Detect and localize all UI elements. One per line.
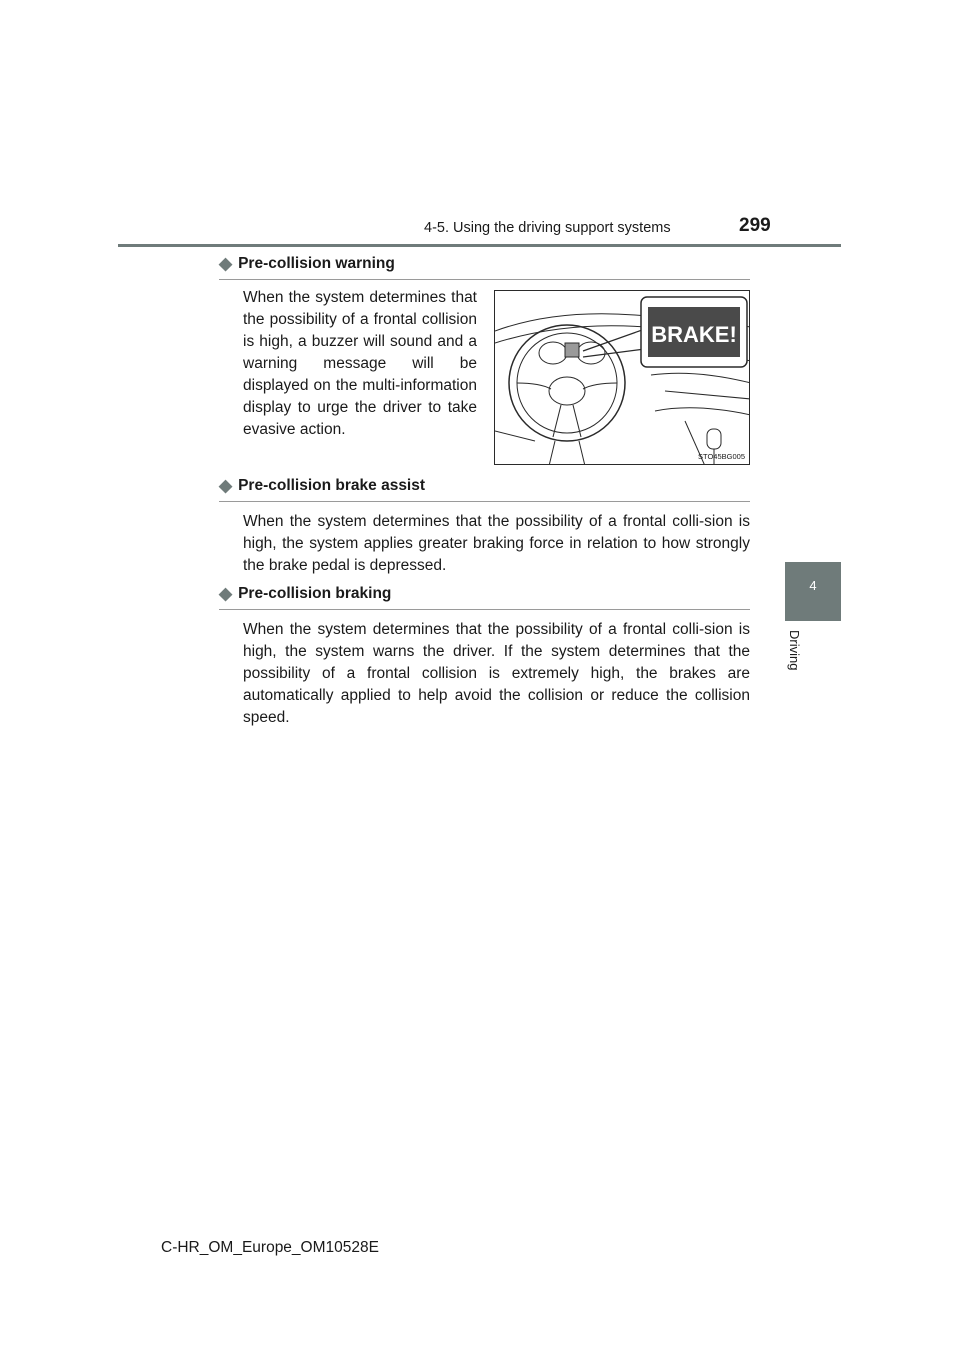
page-number: 299 bbox=[739, 215, 771, 236]
section-body: When the system determines that the possibility of a frontal collision is high, a buzzer will sound and a warning message will be displayed on the multi-information display to urge the driver to take evasive action. bbox=[243, 289, 477, 438]
diamond-icon: ◆ bbox=[219, 584, 233, 603]
chapter-tab bbox=[785, 562, 841, 621]
footer-document-id: C-HR_OM_Europe_OM10528E bbox=[161, 1239, 379, 1256]
section-pre-collision-brake-assist bbox=[219, 476, 750, 577]
section-body: When the system determines that the possibility of a frontal colli-sion is high, the system applies greater braking force in relation to how strongly the brake pedal is depressed. bbox=[243, 513, 750, 574]
chapter-label-text: Driving bbox=[787, 630, 802, 671]
diamond-icon: ◆ bbox=[219, 476, 233, 495]
header-rule bbox=[118, 244, 841, 247]
section-heading bbox=[219, 584, 750, 606]
section-rule bbox=[219, 609, 750, 610]
section-body: When the system determines that the possibility of a frontal colli-sion is high, the system warns the driver. If the system determines that the possibility of a frontal collision is extremely high, the brakes are automatically applied to help avoid the collision or reduce the collision speed. bbox=[243, 621, 750, 726]
brake-warning-message: BRAKE! bbox=[651, 322, 737, 347]
section-heading-text: Pre-collision braking bbox=[238, 585, 392, 602]
section-heading bbox=[219, 254, 750, 276]
section-pre-collision-warning bbox=[219, 254, 750, 280]
chapter-number: 4 bbox=[809, 578, 817, 593]
section-rule bbox=[219, 501, 750, 502]
header-section-title: 4-5. Using the driving support systems bbox=[424, 220, 671, 236]
section-heading-text: Pre-collision warning bbox=[238, 255, 395, 272]
dashboard-illustration bbox=[494, 290, 750, 465]
section-rule bbox=[219, 279, 750, 280]
section-heading bbox=[219, 476, 750, 498]
diamond-icon: ◆ bbox=[219, 254, 233, 273]
figure-code: STO45BG005 bbox=[698, 452, 745, 461]
dashboard-drawing bbox=[495, 291, 750, 465]
section-heading-text: Pre-collision brake assist bbox=[238, 477, 426, 494]
section-pre-collision-braking bbox=[219, 584, 750, 729]
chapter-label bbox=[780, 630, 804, 680]
